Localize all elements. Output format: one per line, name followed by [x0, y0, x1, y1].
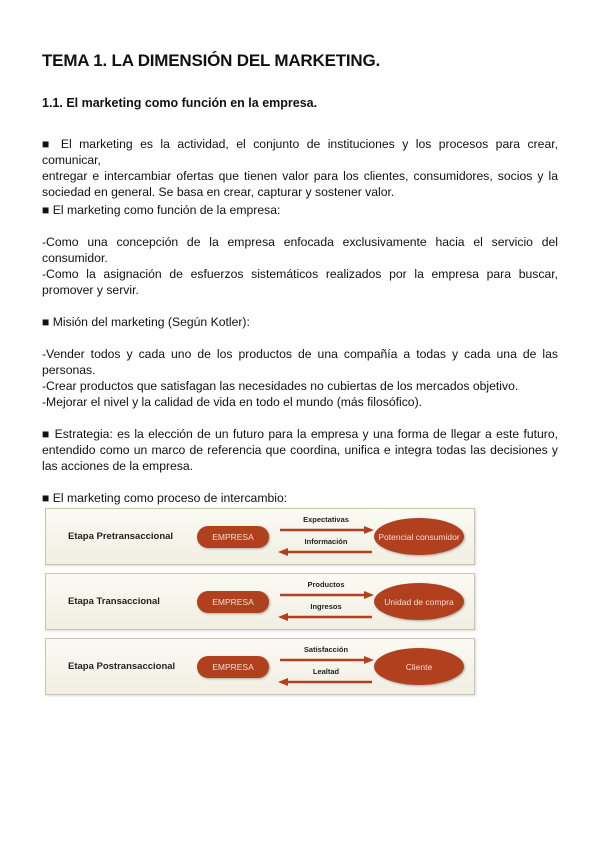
paragraph-mission-list: [42, 346, 558, 410]
arrow-right-icon: [278, 591, 374, 599]
text-line: ■ Estrategia: es la elección de un futuro para la empresa y una forma de llegar a este futuro,: [42, 427, 558, 441]
paragraph-function-list: [42, 234, 558, 298]
text-line: ■ El marketing es la actividad, el conjunto de instituciones y los procesos para crear, comunicar,: [42, 137, 558, 167]
section-subtitle: 1.1. El marketing como función en la empresa.: [42, 96, 318, 110]
text-line: entendido como un marco de referencia que coordina, unifica e integra todas las decisiones y: [42, 443, 558, 457]
text-line: personas.: [42, 363, 96, 377]
paragraph-exchange-heading: ■ El marketing como proceso de intercambio:: [42, 491, 288, 505]
text-line: -Como la asignación de esfuerzos sistemáticos realizados por la empresa para buscar,: [42, 267, 558, 281]
text-line: sociedad en general. Se basa en crear, capturar y sostener valor.: [42, 185, 395, 199]
arrow-right-icon: [278, 656, 374, 664]
stage-label: Etapa Pretransaccional: [68, 531, 174, 542]
target-oval: Cliente: [374, 648, 464, 685]
arrow-label-bottom: Ingresos: [310, 602, 342, 611]
empresa-pill: EMPRESA: [197, 591, 269, 613]
paragraph-mission-heading: ■ Misión del marketing (Según Kotler):: [42, 315, 250, 329]
target-oval: Potencial consumidor: [374, 518, 464, 555]
arrow-label-top: Satisfacción: [303, 645, 349, 654]
stage-postransaccional: [45, 638, 475, 695]
arrow-label-top: Productos: [307, 580, 345, 589]
text-line: -Mejorar el nivel y la calidad de vida en todo el mundo (más filosófico).: [42, 395, 423, 409]
page-title: TEMA 1. LA DIMENSIÓN DEL MARKETING.: [42, 51, 381, 70]
arrow-right-icon: [278, 526, 374, 534]
text-line: -Crear productos que satisfagan las necesidades no cubiertas de los mercados objetivo.: [42, 379, 519, 393]
text-line: -Vender todos y cada uno de los productos de una compañía a todas y cada una de las: [42, 347, 558, 361]
stage-transaccional: [45, 573, 475, 630]
empresa-pill: EMPRESA: [197, 526, 269, 548]
text-line: entregar e intercambiar ofertas que tienen valor para los clientes, consumidores, socios y la: [42, 169, 558, 183]
arrow-label-top: Expectativas: [303, 515, 349, 524]
arrow-left-icon: [278, 613, 374, 621]
arrow-label-bottom: Lealtad: [312, 667, 340, 676]
stage-pretransaccional: [45, 508, 475, 565]
text-line: -Como una concepción de la empresa enfocada exclusivamente hacia el servicio del: [42, 235, 558, 249]
stage-label: Etapa Transaccional: [68, 596, 160, 607]
paragraph-strategy: [42, 426, 558, 474]
stage-label: Etapa Postransaccional: [68, 661, 176, 672]
arrow-left-icon: [278, 548, 374, 556]
empresa-pill: EMPRESA: [197, 656, 269, 678]
exchange-process-diagram: [45, 508, 475, 698]
arrow-label-bottom: Información: [304, 537, 348, 546]
paragraph-definition: [42, 136, 558, 200]
target-oval: Unidad de compra: [374, 583, 464, 620]
text-line: las acciones de la empresa.: [42, 459, 194, 473]
paragraph-function-heading: ■ El marketing como función de la empresa:: [42, 203, 281, 217]
text-line: promover y servir.: [42, 283, 139, 297]
text-line: consumidor.: [42, 251, 108, 265]
arrow-left-icon: [278, 678, 374, 686]
